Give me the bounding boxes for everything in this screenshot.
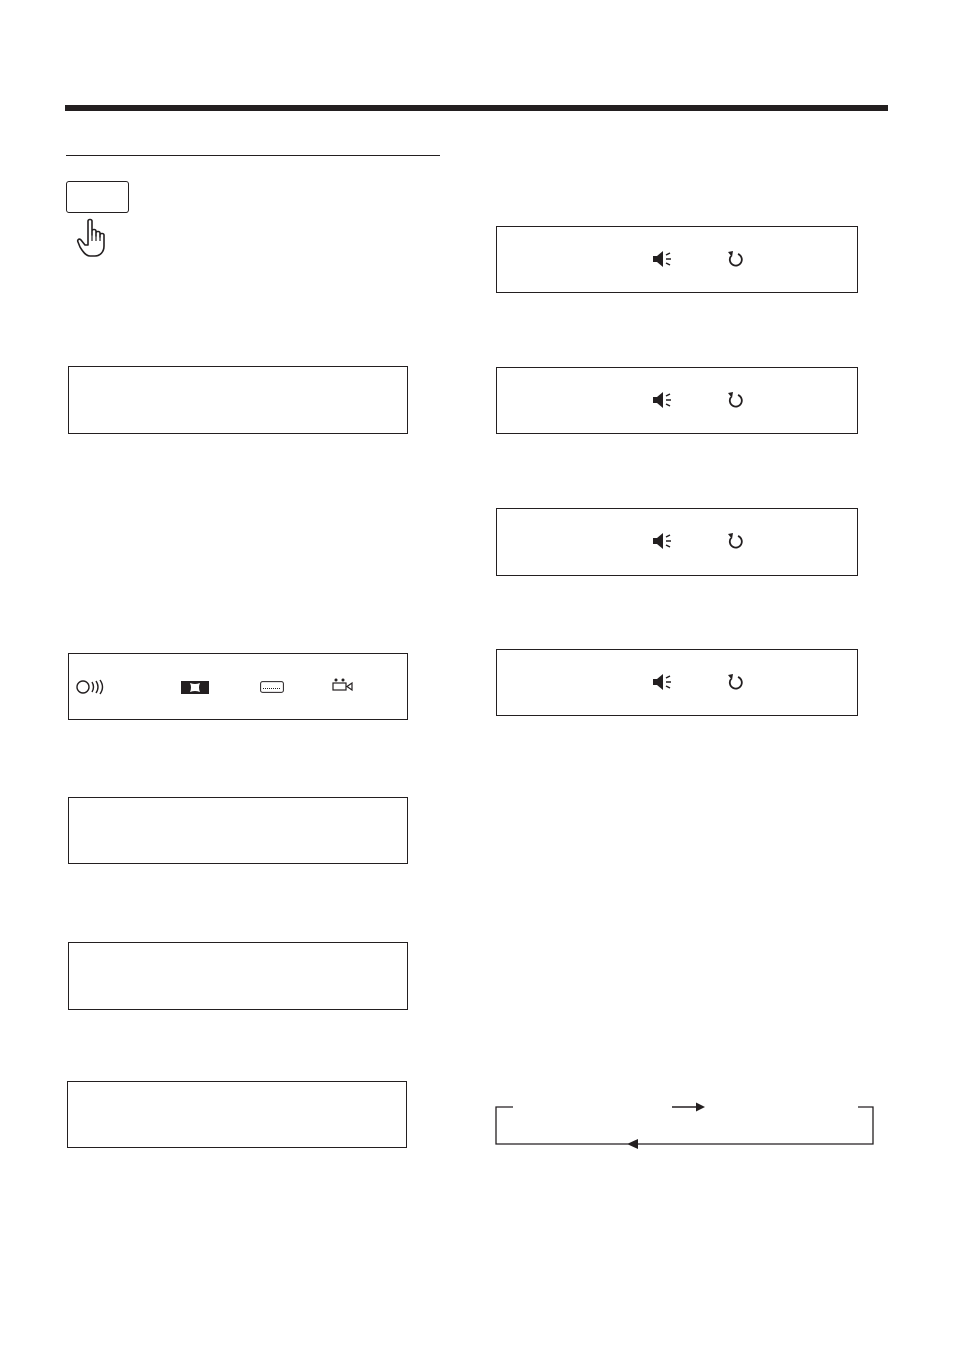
cycle-loop-arrows-icon bbox=[494, 1098, 876, 1154]
audio-speaker-icon bbox=[652, 673, 674, 691]
top-rule bbox=[65, 105, 888, 111]
display-box-8 bbox=[496, 508, 858, 576]
display-box-3 bbox=[68, 797, 408, 864]
repeat-icon bbox=[727, 673, 743, 691]
remote-key-button[interactable] bbox=[66, 181, 129, 213]
repeat-icon bbox=[727, 532, 743, 550]
display-box-2 bbox=[68, 653, 408, 720]
display-box-5 bbox=[67, 1081, 407, 1148]
subtitle-icon bbox=[260, 681, 284, 693]
finger-press-icon bbox=[76, 218, 110, 260]
display-box-4 bbox=[68, 942, 408, 1010]
display-box-9 bbox=[496, 649, 858, 716]
surround-sound-icon bbox=[76, 679, 106, 695]
display-box-6 bbox=[496, 226, 858, 293]
repeat-icon bbox=[727, 391, 743, 409]
audio-speaker-icon bbox=[652, 532, 674, 550]
audio-speaker-icon bbox=[652, 391, 674, 409]
widescreen-icon bbox=[181, 681, 209, 694]
camera-angle-icon bbox=[332, 678, 354, 692]
display-box-7 bbox=[496, 367, 858, 434]
section-rule bbox=[66, 155, 440, 156]
audio-speaker-icon bbox=[652, 250, 674, 268]
repeat-icon bbox=[727, 250, 743, 268]
display-box-1 bbox=[68, 366, 408, 434]
